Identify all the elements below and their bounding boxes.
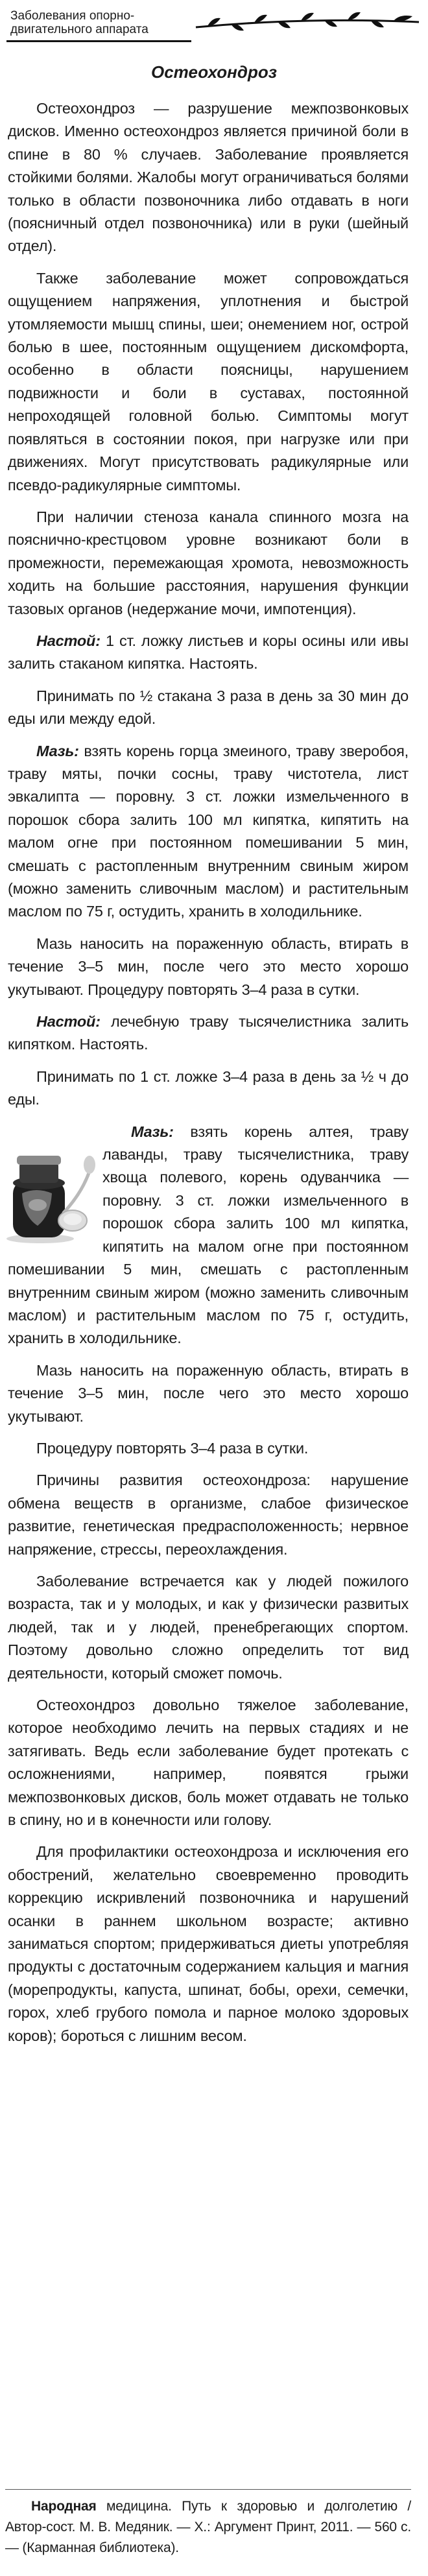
usage-ointment-2-repeat: Процедуру повторять 3–4 раза в сутки. [36, 1439, 309, 1457]
header-rule [6, 40, 191, 42]
dosage-infusion-yarrow: Принимать по 1 ст. ложке 3–4 раза в день за ½ ч до еды. [8, 1067, 409, 1108]
recipe-term: Настой: [36, 632, 101, 649]
ointment-jar-and-spoon-image [0, 1136, 97, 1246]
dosage-infusion-aspen: Принимать по ½ стакана 3 раза в день за 30 мин до еды или между едой. [8, 687, 409, 728]
recipe-term: Мазь: [131, 1123, 174, 1140]
recipe-infusion-aspen: Настой: 1 ст. ложку листьев и коры осины или ивы залить стаканом кипятка. Настоять. [8, 632, 409, 673]
recipe-ointment-2: Мазь: взять корень алтея, траву лаванды, траву тысячелистника, траву хвоща полевого, корень одуванчика — поровну. 3 ст. ложки измельченного в порошок сбора залить 100 мл кипятка, кипятить на малом огне при постоянном помешивании 5 мин, смешать с растопленным внутренним свиным жиром (можно заменить сливочным маслом) и растительным маслом по 75 г, остудить, хранить в холодильнике. [8, 1121, 409, 1350]
page-header [5, 6, 423, 43]
usage-ointment-2: Мазь наносить на пораженную область, втирать в течение 3–5 мин, после чего это место хорошо укутывают. [8, 1361, 409, 1425]
usage-ointment-1: Мазь наносить на пораженную область, втирать в течение 3–5 мин, после чего это место хорошо укутывают. Процедуру повторять 3–4 раза в сутки. [8, 935, 409, 998]
recipe-term: Мазь: [36, 742, 79, 759]
book-citation [5, 2496, 411, 2558]
page-footer [5, 2489, 411, 2558]
recipe-ointment-1: Мазь: взять корень горца змеиного, траву зверобоя, траву мяты, почки сосны, траву чистотела, лист эвкалипта — поровну. 3 ст. ложки измельченного в порошок сбора залить 100 мл кипятка, кипятить на малом огне при постоянном помешивании 5 мин, смешать с растопленным внутренним свиным жиром (можно заменить сливочным маслом) и растительным маслом по 75 г, остудить, хранить в холодильнике. [8, 742, 409, 920]
article-body [8, 97, 409, 2057]
paragraph-causes: Причины развития остеохондроза: нарушение обмена веществ в организме, слабое физическое развитие, генетическая предрасположенность; нервное напряжение, стрессы, переохлаждения. [8, 1472, 409, 1558]
section-title: Заболевания опорно- двигательного аппарата [10, 9, 149, 36]
recipe-term: Настой: [36, 1013, 101, 1031]
citation-title: Народная [31, 2499, 97, 2514]
citation-text: медицина. Путь к здоровью и долголетию / Автор-сост. М. В. Медяник. — Х.: Аргумент Принт, 2011. — 560 с. — (Карманная библиотека). [5, 2499, 411, 2555]
leaf-branch-ornament-icon [195, 10, 422, 34]
footer-rule [5, 2489, 411, 2490]
article-title: Остеохондроз [151, 62, 277, 82]
paragraph-severity: Остеохондроз довольно тяжелое заболевание, которое необходимо лечить на первых стадиях и не затягивать. Ведь если заболевание будет протекать с осложнениями, например, появятся грыжи межпозвонковых дисков, боль может отдавать не только в спину, но и в конечности или голову. [8, 1697, 409, 1829]
paragraph-definition: Остеохондроз — разрушение межпозвонковых дисков. Именно остеохондроз является причиной боли в спине в 80 % случаев. Заболевание проявляется стойкими болями. Жалобы могут ограничиваться болями только в области позвоночника либо отдавать в ноги (поясничный отдел позвоночника) или в руки (шейный отдел). [8, 100, 409, 255]
paragraph-prevention: Для профилактики остеохондроза и исключения его обострений, желательно своевременно проводить коррекцию искривлений позвоночника и нарушений осанки в раннем школьном возрасте; активно заниматься спортом; придерживаться диеты употребляя продукты с достаточным содержанием кальция и магния (морепродукты, капуста, шпинат, бобы, орехи, семечки, горох, хлеб грубого помола и парное молоко здоровых коров); бороться с лишним весом. [8, 1843, 409, 2044]
recipe-infusion-yarrow: Настой: лечебную траву тысячелистника залить кипятком. Настоять. [8, 1013, 409, 1053]
paragraph-prevalence: Заболевание встречается как у людей пожилого возраста, так и у молодых, и как у физически развитых людей, так и у людей, пренебрегающих спортом. Поэтому довольно сложно определить тот вид деятельности, который сможет помочь. [8, 1572, 409, 1682]
paragraph-symptoms: Также заболевание может сопровождаться ощущением напряжения, уплотнения и быстрой утомляемости мышц спины, шеи; онемением ног, острой болью в шее, постоянным ощущением дискомфорта, особенно в области поясницы, нарушением подвижности и боли в суставах, постоянной непроходящей головной болью. Симптомы могут появляться в состоянии покоя, при нагрузке или при движениях. Могут присутствовать радикулярные или псевдо-радикулярные симптомы. [8, 269, 409, 494]
paragraph-stenosis: При наличии стеноза канала спинного мозга на пояснично-крестцовом уровне возникают боли в промежности, перемежающая хромота, невозможность ходить на большие расстояния, нарушения функции тазовых органов (недержание мочи, импотенция). [8, 508, 409, 617]
